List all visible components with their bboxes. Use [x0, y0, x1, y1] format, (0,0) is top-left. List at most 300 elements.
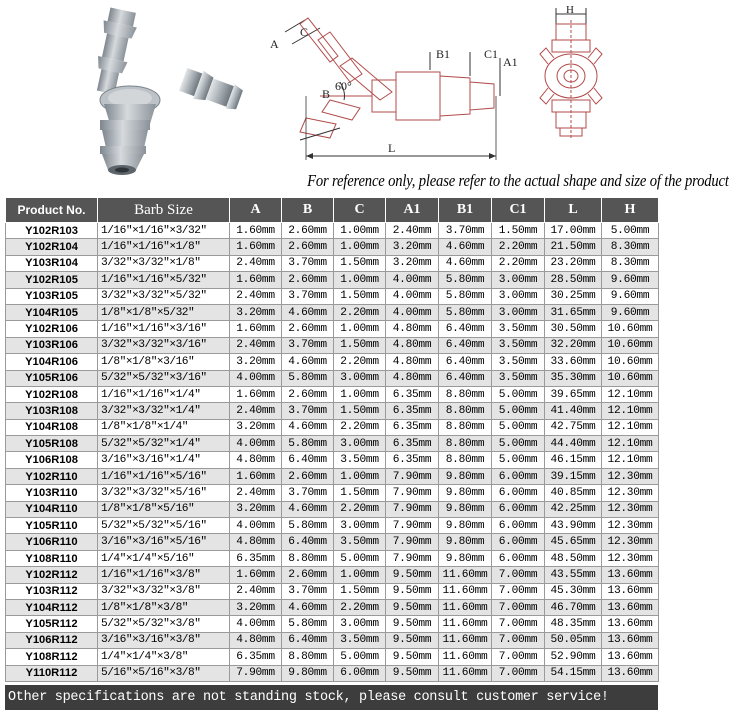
cell-dimension: 13.60mm	[602, 599, 659, 615]
cell-dimension: 1.00mm	[334, 567, 386, 583]
cell-dimension: 9.80mm	[439, 485, 492, 501]
cell-product-no: Y104R106	[6, 354, 98, 370]
table-row	[6, 567, 659, 583]
cell-dimension: 2.60mm	[282, 272, 334, 288]
cell-dimension: 7.00mm	[492, 649, 545, 665]
cell-dimension: 9.50mm	[386, 665, 439, 681]
cell-dimension: 12.10mm	[602, 419, 659, 435]
cell-barb-size: 3/32"×3/32"×1/4"	[98, 403, 230, 419]
cell-barb-size: 3/16"×3/16"×3/8"	[98, 632, 230, 648]
table-row	[6, 485, 659, 501]
cell-dimension: 7.90mm	[386, 550, 439, 566]
cell-dimension: 13.60mm	[602, 632, 659, 648]
cell-dimension: 41.40mm	[545, 403, 602, 419]
cell-dimension: 1.60mm	[230, 386, 282, 402]
cell-dimension: 5.80mm	[282, 518, 334, 534]
table-row	[6, 354, 659, 370]
cell-dimension: 4.60mm	[282, 501, 334, 517]
cell-barb-size: 1/8"×1/8"×3/8"	[98, 599, 230, 615]
cell-product-no: Y102R112	[6, 567, 98, 583]
cell-dimension: 44.40mm	[545, 436, 602, 452]
label-a1: A1	[503, 55, 518, 69]
y-connector-render	[89, 7, 245, 175]
cell-dimension: 42.25mm	[545, 501, 602, 517]
cell-dimension: 2.60mm	[282, 567, 334, 583]
cell-dimension: 10.60mm	[602, 354, 659, 370]
cell-barb-size: 1/8"×1/8"×1/4"	[98, 419, 230, 435]
label-l: L	[388, 141, 396, 155]
cell-dimension: 9.80mm	[439, 550, 492, 566]
cell-product-no: Y104R105	[6, 304, 98, 320]
table-row	[6, 436, 659, 452]
label-b: B	[322, 87, 331, 101]
cell-dimension: 4.80mm	[230, 452, 282, 468]
cell-product-no: Y103R112	[6, 583, 98, 599]
cell-dimension: 5.80mm	[282, 370, 334, 386]
cell-barb-size: 5/32"×5/32"×3/16"	[98, 370, 230, 386]
cell-dimension: 30.50mm	[545, 321, 602, 337]
cell-dimension: 5.00mm	[334, 649, 386, 665]
cell-dimension: 3.00mm	[492, 304, 545, 320]
cell-dimension: 3.20mm	[230, 304, 282, 320]
cell-product-no: Y103R108	[6, 403, 98, 419]
cell-dimension: 7.00mm	[492, 567, 545, 583]
cell-product-no: Y106R110	[6, 534, 98, 550]
header-product-no: Product No.	[6, 198, 98, 223]
table-row	[6, 599, 659, 615]
cell-product-no: Y103R106	[6, 337, 98, 353]
cell-dimension: 5.80mm	[439, 304, 492, 320]
cell-dimension: 5.80mm	[439, 272, 492, 288]
cell-dimension: 1.60mm	[230, 223, 282, 239]
table-header-row	[6, 198, 659, 223]
cell-dimension: 4.80mm	[230, 632, 282, 648]
cell-product-no: Y102R103	[6, 223, 98, 239]
cell-dimension: 21.50mm	[545, 239, 602, 255]
cell-product-no: Y103R104	[6, 255, 98, 271]
table-row	[6, 304, 659, 320]
cell-dimension: 32.20mm	[545, 337, 602, 353]
cell-dimension: 3.20mm	[230, 419, 282, 435]
table-row	[6, 518, 659, 534]
cell-dimension: 9.80mm	[282, 665, 334, 681]
table-row	[6, 501, 659, 517]
cell-barb-size: 3/32"×3/32"×3/16"	[98, 337, 230, 353]
cell-dimension: 3.70mm	[439, 223, 492, 239]
cell-dimension: 46.15mm	[545, 452, 602, 468]
cell-dimension: 2.60mm	[282, 321, 334, 337]
table-row	[6, 468, 659, 484]
cell-dimension: 6.00mm	[492, 518, 545, 534]
cell-dimension: 4.00mm	[230, 518, 282, 534]
cell-dimension: 4.00mm	[386, 288, 439, 304]
cell-product-no: Y102R110	[6, 468, 98, 484]
cell-dimension: 39.65mm	[545, 386, 602, 402]
cell-barb-size: 3/32"×3/32"×1/8"	[98, 255, 230, 271]
table-body	[6, 223, 659, 682]
table-row	[6, 665, 659, 681]
cell-dimension: 2.40mm	[386, 223, 439, 239]
cell-dimension: 50.05mm	[545, 632, 602, 648]
cell-dimension: 4.00mm	[386, 272, 439, 288]
cell-dimension: 9.80mm	[439, 534, 492, 550]
cell-dimension: 5.80mm	[282, 436, 334, 452]
cell-dimension: 13.60mm	[602, 567, 659, 583]
cell-dimension: 10.60mm	[602, 337, 659, 353]
cell-dimension: 4.60mm	[439, 255, 492, 271]
table-row	[6, 255, 659, 271]
cell-dimension: 43.55mm	[545, 567, 602, 583]
cell-dimension: 1.00mm	[334, 223, 386, 239]
cell-dimension: 2.40mm	[230, 485, 282, 501]
cell-product-no: Y110R112	[6, 665, 98, 681]
cell-dimension: 5.00mm	[492, 452, 545, 468]
cell-dimension: 4.60mm	[282, 354, 334, 370]
header-barb-size: Barb Size	[98, 198, 230, 223]
cell-dimension: 9.60mm	[602, 304, 659, 320]
cell-dimension: 2.20mm	[334, 599, 386, 615]
cell-barb-size: 1/8"×1/8"×5/32"	[98, 304, 230, 320]
cell-dimension: 1.50mm	[492, 223, 545, 239]
cell-barb-size: 1/16"×1/16"×1/8"	[98, 239, 230, 255]
cell-dimension: 4.00mm	[230, 370, 282, 386]
table-row	[6, 452, 659, 468]
cell-barb-size: 5/16"×5/16"×3/8"	[98, 665, 230, 681]
header-c: C	[334, 198, 386, 223]
cell-product-no: Y104R110	[6, 501, 98, 517]
label-c: C	[300, 25, 309, 39]
cell-dimension: 11.60mm	[439, 583, 492, 599]
cell-barb-size: 1/16"×1/16"×5/32"	[98, 272, 230, 288]
cell-dimension: 3.50mm	[334, 452, 386, 468]
cell-dimension: 2.60mm	[282, 223, 334, 239]
cell-dimension: 2.60mm	[282, 468, 334, 484]
cell-dimension: 3.00mm	[334, 616, 386, 632]
cell-dimension: 42.75mm	[545, 419, 602, 435]
cell-dimension: 9.80mm	[439, 501, 492, 517]
cell-dimension: 3.00mm	[492, 272, 545, 288]
cell-dimension: 2.40mm	[230, 337, 282, 353]
cell-dimension: 5.80mm	[439, 288, 492, 304]
cell-dimension: 7.00mm	[492, 583, 545, 599]
table-row	[6, 223, 659, 239]
cell-dimension: 3.20mm	[230, 354, 282, 370]
cell-dimension: 2.60mm	[282, 239, 334, 255]
cell-barb-size: 1/8"×1/8"×3/16"	[98, 354, 230, 370]
cell-dimension: 3.50mm	[334, 632, 386, 648]
cell-barb-size: 1/16"×1/16"×5/16"	[98, 468, 230, 484]
cell-dimension: 1.60mm	[230, 468, 282, 484]
cell-product-no: Y104R112	[6, 599, 98, 615]
cell-dimension: 12.30mm	[602, 518, 659, 534]
cell-dimension: 1.50mm	[334, 255, 386, 271]
table-row	[6, 550, 659, 566]
cell-dimension: 3.20mm	[386, 239, 439, 255]
table-row	[6, 583, 659, 599]
cell-dimension: 33.60mm	[545, 354, 602, 370]
cell-dimension: 12.30mm	[602, 534, 659, 550]
table-row	[6, 239, 659, 255]
footer-notice: Other specifications are not standing stock, please consult customer service!	[5, 685, 658, 710]
cell-dimension: 48.50mm	[545, 550, 602, 566]
cell-dimension: 11.60mm	[439, 665, 492, 681]
cell-dimension: 3.70mm	[282, 403, 334, 419]
cell-dimension: 3.00mm	[334, 370, 386, 386]
cell-dimension: 2.20mm	[492, 239, 545, 255]
cell-dimension: 4.80mm	[386, 354, 439, 370]
cell-dimension: 45.65mm	[545, 534, 602, 550]
cell-dimension: 7.00mm	[492, 632, 545, 648]
cell-dimension: 17.00mm	[545, 223, 602, 239]
cell-dimension: 13.60mm	[602, 649, 659, 665]
cell-dimension: 5.00mm	[492, 386, 545, 402]
cell-dimension: 6.35mm	[386, 419, 439, 435]
cell-dimension: 7.90mm	[230, 665, 282, 681]
cell-dimension: 3.00mm	[334, 518, 386, 534]
cell-dimension: 2.20mm	[334, 354, 386, 370]
table-row	[6, 419, 659, 435]
cell-dimension: 4.80mm	[386, 370, 439, 386]
cell-dimension: 3.50mm	[492, 337, 545, 353]
cell-dimension: 3.70mm	[282, 255, 334, 271]
cell-dimension: 4.80mm	[386, 337, 439, 353]
cell-dimension: 1.60mm	[230, 272, 282, 288]
cell-dimension: 2.20mm	[334, 304, 386, 320]
header-l: L	[545, 198, 602, 223]
cell-dimension: 3.20mm	[230, 599, 282, 615]
cell-dimension: 9.50mm	[386, 583, 439, 599]
cell-dimension: 9.80mm	[439, 468, 492, 484]
cell-dimension: 6.00mm	[492, 534, 545, 550]
cell-dimension: 8.80mm	[282, 550, 334, 566]
cell-dimension: 12.10mm	[602, 403, 659, 419]
cell-dimension: 8.80mm	[439, 403, 492, 419]
cell-dimension: 3.00mm	[492, 288, 545, 304]
cell-dimension: 40.85mm	[545, 485, 602, 501]
table-row	[6, 386, 659, 402]
cell-dimension: 7.00mm	[492, 599, 545, 615]
cell-dimension: 1.50mm	[334, 288, 386, 304]
cell-dimension: 13.60mm	[602, 616, 659, 632]
cell-dimension: 46.70mm	[545, 599, 602, 615]
cell-dimension: 13.60mm	[602, 583, 659, 599]
cell-dimension: 1.60mm	[230, 239, 282, 255]
cell-product-no: Y103R110	[6, 485, 98, 501]
table-row	[6, 403, 659, 419]
cell-dimension: 5.00mm	[492, 419, 545, 435]
cell-dimension: 6.35mm	[386, 436, 439, 452]
product-figure	[0, 0, 729, 196]
cell-product-no: Y102R106	[6, 321, 98, 337]
cell-product-no: Y104R108	[6, 419, 98, 435]
cell-dimension: 8.80mm	[439, 436, 492, 452]
cell-dimension: 35.30mm	[545, 370, 602, 386]
cell-dimension: 2.40mm	[230, 403, 282, 419]
table-row	[6, 649, 659, 665]
header-h: H	[602, 198, 659, 223]
cell-barb-size: 3/16"×3/16"×5/16"	[98, 534, 230, 550]
table-row	[6, 632, 659, 648]
cell-dimension: 54.15mm	[545, 665, 602, 681]
cell-dimension: 3.50mm	[492, 321, 545, 337]
table-row	[6, 337, 659, 353]
cell-dimension: 6.40mm	[282, 534, 334, 550]
cell-dimension: 3.70mm	[282, 583, 334, 599]
cell-dimension: 7.00mm	[492, 616, 545, 632]
cell-dimension: 4.60mm	[282, 419, 334, 435]
cell-dimension: 4.80mm	[386, 321, 439, 337]
cell-dimension: 6.40mm	[439, 337, 492, 353]
cell-dimension: 11.60mm	[439, 599, 492, 615]
cell-dimension: 12.30mm	[602, 468, 659, 484]
cell-dimension: 9.50mm	[386, 599, 439, 615]
cell-dimension: 3.20mm	[386, 255, 439, 271]
cell-dimension: 7.90mm	[386, 501, 439, 517]
cell-dimension: 12.10mm	[602, 386, 659, 402]
header-a: A	[230, 198, 282, 223]
cell-dimension: 9.50mm	[386, 632, 439, 648]
table-row	[6, 616, 659, 632]
label-h: H	[566, 4, 574, 16]
cell-dimension: 31.65mm	[545, 304, 602, 320]
cell-dimension: 6.40mm	[282, 632, 334, 648]
cell-dimension: 6.40mm	[439, 321, 492, 337]
cell-dimension: 3.50mm	[492, 354, 545, 370]
cell-dimension: 6.35mm	[386, 452, 439, 468]
cell-dimension: 8.30mm	[602, 255, 659, 271]
cell-dimension: 9.50mm	[386, 649, 439, 665]
cell-dimension: 11.60mm	[439, 649, 492, 665]
cell-dimension: 12.10mm	[602, 452, 659, 468]
cell-product-no: Y105R110	[6, 518, 98, 534]
cell-dimension: 1.60mm	[230, 321, 282, 337]
cell-product-no: Y105R108	[6, 436, 98, 452]
cell-product-no: Y103R105	[6, 288, 98, 304]
cell-dimension: 2.20mm	[334, 501, 386, 517]
cell-dimension: 12.10mm	[602, 436, 659, 452]
cell-dimension: 52.90mm	[545, 649, 602, 665]
cell-dimension: 3.50mm	[492, 370, 545, 386]
cell-dimension: 11.60mm	[439, 632, 492, 648]
cell-dimension: 7.90mm	[386, 485, 439, 501]
header-b: B	[282, 198, 334, 223]
header-b1: B1	[439, 198, 492, 223]
cell-product-no: Y108R112	[6, 649, 98, 665]
cell-dimension: 4.60mm	[282, 599, 334, 615]
cell-dimension: 5.00mm	[334, 550, 386, 566]
cell-barb-size: 5/32"×5/32"×1/4"	[98, 436, 230, 452]
cell-product-no: Y105R106	[6, 370, 98, 386]
cell-dimension: 4.60mm	[439, 239, 492, 255]
cell-dimension: 5.80mm	[282, 616, 334, 632]
cell-dimension: 8.80mm	[439, 419, 492, 435]
cell-dimension: 6.00mm	[492, 550, 545, 566]
cell-barb-size: 1/16"×1/16"×3/32"	[98, 223, 230, 239]
cell-dimension: 3.70mm	[282, 485, 334, 501]
label-b1: B1	[436, 47, 451, 61]
cell-dimension: 7.90mm	[386, 534, 439, 550]
cell-dimension: 28.50mm	[545, 272, 602, 288]
cell-dimension: 5.00mm	[492, 436, 545, 452]
cell-dimension: 6.35mm	[230, 649, 282, 665]
cell-product-no: Y102R105	[6, 272, 98, 288]
cell-dimension: 7.90mm	[386, 518, 439, 534]
cell-barb-size: 1/16"×1/16"×1/4"	[98, 386, 230, 402]
cell-dimension: 9.60mm	[602, 272, 659, 288]
cell-dimension: 4.00mm	[386, 304, 439, 320]
cell-dimension: 3.70mm	[282, 288, 334, 304]
cell-barb-size: 3/32"×3/32"×5/16"	[98, 485, 230, 501]
cell-dimension: 2.40mm	[230, 583, 282, 599]
cell-dimension: 1.50mm	[334, 583, 386, 599]
cell-dimension: 6.35mm	[386, 386, 439, 402]
cell-dimension: 10.60mm	[602, 370, 659, 386]
cell-dimension: 48.35mm	[545, 616, 602, 632]
cell-dimension: 6.35mm	[386, 403, 439, 419]
cell-barb-size: 5/32"×5/32"×5/16"	[98, 518, 230, 534]
cell-dimension: 6.00mm	[492, 485, 545, 501]
end-view-drawing	[540, 8, 602, 140]
cell-dimension: 9.60mm	[602, 288, 659, 304]
cell-barb-size: 3/32"×3/32"×5/32"	[98, 288, 230, 304]
cell-dimension: 6.00mm	[492, 501, 545, 517]
cell-product-no: Y106R108	[6, 452, 98, 468]
header-c1: C1	[492, 198, 545, 223]
label-a: A	[270, 37, 279, 51]
cell-barb-size: 3/16"×3/16"×1/4"	[98, 452, 230, 468]
cell-dimension: 1.00mm	[334, 272, 386, 288]
cell-dimension: 4.80mm	[230, 534, 282, 550]
cell-dimension: 12.30mm	[602, 485, 659, 501]
cell-dimension: 1.00mm	[334, 386, 386, 402]
cell-dimension: 3.00mm	[334, 436, 386, 452]
table-row	[6, 321, 659, 337]
cell-dimension: 1.00mm	[334, 321, 386, 337]
cell-dimension: 6.00mm	[492, 468, 545, 484]
cell-product-no: Y106R112	[6, 632, 98, 648]
cell-dimension: 4.00mm	[230, 436, 282, 452]
cell-barb-size: 1/8"×1/8"×5/16"	[98, 501, 230, 517]
cell-dimension: 7.00mm	[492, 665, 545, 681]
cell-dimension: 10.60mm	[602, 321, 659, 337]
cell-dimension: 1.50mm	[334, 485, 386, 501]
cell-dimension: 11.60mm	[439, 616, 492, 632]
cell-product-no: Y105R112	[6, 616, 98, 632]
cell-dimension: 9.80mm	[439, 518, 492, 534]
spec-table	[5, 197, 659, 682]
header-a1: A1	[386, 198, 439, 223]
cell-dimension: 23.20mm	[545, 255, 602, 271]
cell-dimension: 3.20mm	[230, 501, 282, 517]
cell-dimension: 5.00mm	[492, 403, 545, 419]
cell-dimension: 4.00mm	[230, 616, 282, 632]
cell-dimension: 4.60mm	[282, 304, 334, 320]
cell-dimension: 2.20mm	[492, 255, 545, 271]
cell-barb-size: 1/4"×1/4"×5/16"	[98, 550, 230, 566]
cell-dimension: 1.60mm	[230, 567, 282, 583]
drawing-labels	[270, 25, 518, 155]
reference-note: For reference only, please refer to the actual shape and size of the product	[307, 171, 729, 190]
cell-dimension: 2.20mm	[334, 419, 386, 435]
technical-drawing	[285, 18, 500, 160]
cell-dimension: 12.30mm	[602, 501, 659, 517]
cell-product-no: Y108R110	[6, 550, 98, 566]
label-angle: 60°	[335, 79, 352, 93]
cell-dimension: 12.30mm	[602, 550, 659, 566]
cell-barb-size: 1/16"×1/16"×3/16"	[98, 321, 230, 337]
cell-barb-size: 5/32"×5/32"×3/8"	[98, 616, 230, 632]
cell-dimension: 6.35mm	[230, 550, 282, 566]
